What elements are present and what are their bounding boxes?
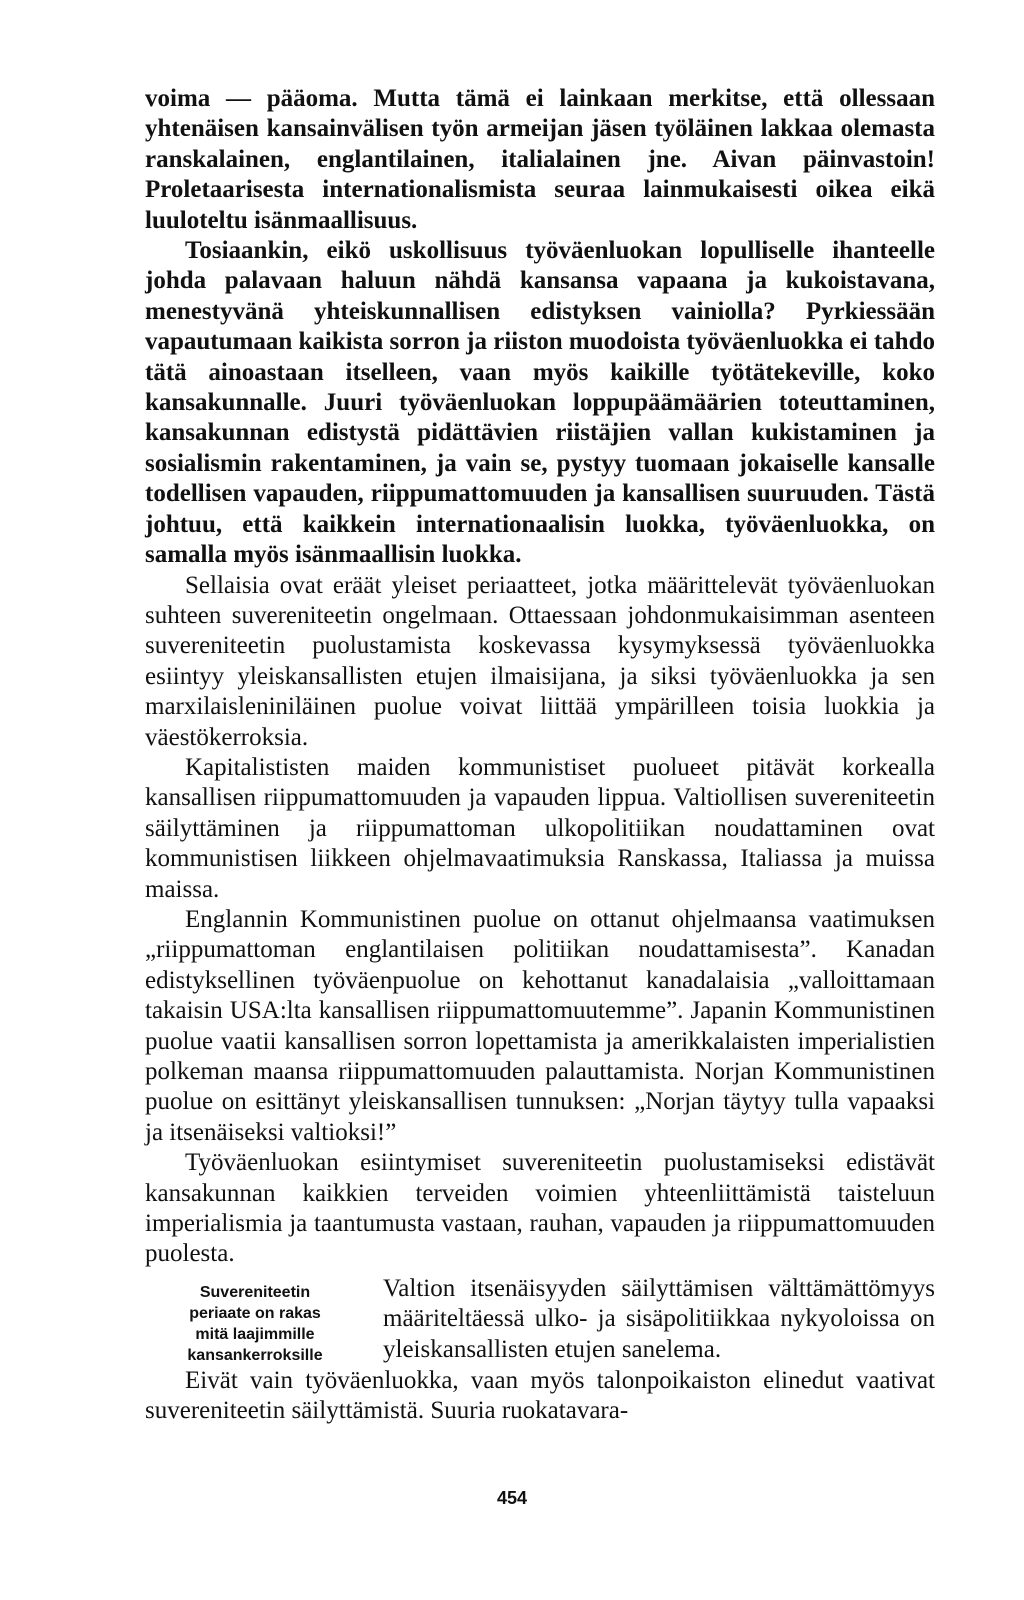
sidenote-section [145, 1274, 935, 1366]
margin-heading-line: kansankerroksille [187, 1346, 323, 1364]
page-body [145, 84, 935, 1427]
margin-heading-line: mitä laajimmille [195, 1325, 315, 1343]
margin-heading-line: Suvereniteetin [199, 1283, 311, 1301]
paragraph-1: voima — pääoma. Mutta tämä ei lainkaan merkitse, että ollessaan yhtenäisen kansainvälisen työn armeijan jäsen työläinen lakkaa olemasta ranskalainen, englantilainen, italialainen jne. Aivan päinvastoin! Proletaarisesta internationalismista seuraa lainmukaisesti oikea eikä luuloteltu isänmaallisuus. [145, 85, 935, 234]
paragraph-5: Englannin Kommunistinen puolue on ottanut ohjelmaansa vaatimuksen „riippumattoman englantilaisen politiikan noudattamisesta”. Kanadan edistyksellinen työväenpuolue on kehottanut kanadalaisia „valloittamaan takaisin USA:lta kansallisen riippumattomuutemme”. Japanin Kommunistinen puolue vaatii kansallisen sorron lopettamista ja amerikkalaisten imperialistien polkeman maansa riippumattomuuden palauttamista. Norjan Kommunistinen puolue on esittänyt yleiskansallisen tunnuksen: „Norjan täytyy tulla vapaaksi ja itsenäiseksi valtioksi!” [145, 905, 935, 1146]
margin-heading-line: periaate on rakas [189, 1304, 321, 1322]
paragraph-3: Sellaisia ovat eräät yleiset periaatteet, jotka määrittelevät työväenluokan suhteen suvereniteetin ongelmaan. Ottaessaan johdonmukaisimman asenteen suvereniteetin puolustamista koskevassa kysymyksessä työväenluokka esiintyy yleiskansallisten etujen ilmaisijana, ja siksi työväenluokka ja sen marxilaisleniniläinen puolue voivat liittää ympärilleen toisia luokkia ja väestökerroksia. [145, 571, 935, 751]
paragraph-4: Kapitalististen maiden kommunistiset puolueet pitävät korkealla kansallisen riippumattomuuden ja vapauden lippua. Valtiollisen suvereniteetin säilyttäminen ja riippumattoman ulkopolitiikan noudattaminen ovat kommunistisen liikkeen ohjelmavaatimuksia Ranskassa, Italiassa ja muissa maissa. [145, 753, 935, 903]
page-number: 454 [496, 1488, 528, 1508]
margin-heading [145, 1274, 365, 1366]
paragraph-7: Valtion itsenäisyyden säilyttämisen välttämättömyys määriteltäessä ulko- ja sisäpolitiikkaa nykyoloissa on yleiskansallisten etujen sanelema. [383, 1274, 935, 1363]
paragraph-2: Tosiaankin, eikö uskollisuus työväenluokan lopulliselle ihanteelle johda palavaan haluun nähdä kansansa vapaana ja kukoistavana, menestyvänä yhteiskunnallisen edistyksen vainiolla? Pyrkiessään vapautumaan kaikista sorron ja riiston muodoista työväenluokka ei tahdo tätä ainoastaan itselleen, vaan myös kaikille työtätekeville, koko kansakunnalle. Juuri työväenluokan loppupäämäärien toteuttaminen, kansakunnan edistystä pidättävien riistäjien vallan kukistaminen ja sosialismin rakentaminen, ja vain se, pystyy tuomaan jokaiselle kansalle todellisen vapauden, riippumattomuuden ja kansallisen suuruuden. Tästä johtuu, että kaikkein internationaalisin luokka, työväenluokka, on samalla myös isänmaallisin luokka. [145, 237, 935, 569]
paragraph-8: Eivät vain työväenluokka, vaan myös talonpoikaiston elinedut vaativat suvereniteetin säilyttämistä. Suuria ruokatavara- [145, 1366, 935, 1425]
paragraph-6: Työväenluokan esiintymiset suvereniteetin puolustamiseksi edistävät kansakunnan kaikkien terveiden voimien yhteenliittämistä taisteluun imperialismia ja taantumusta vastaan, rauhan, vapauden ja riippumattomuuden puolesta. [145, 1149, 935, 1268]
